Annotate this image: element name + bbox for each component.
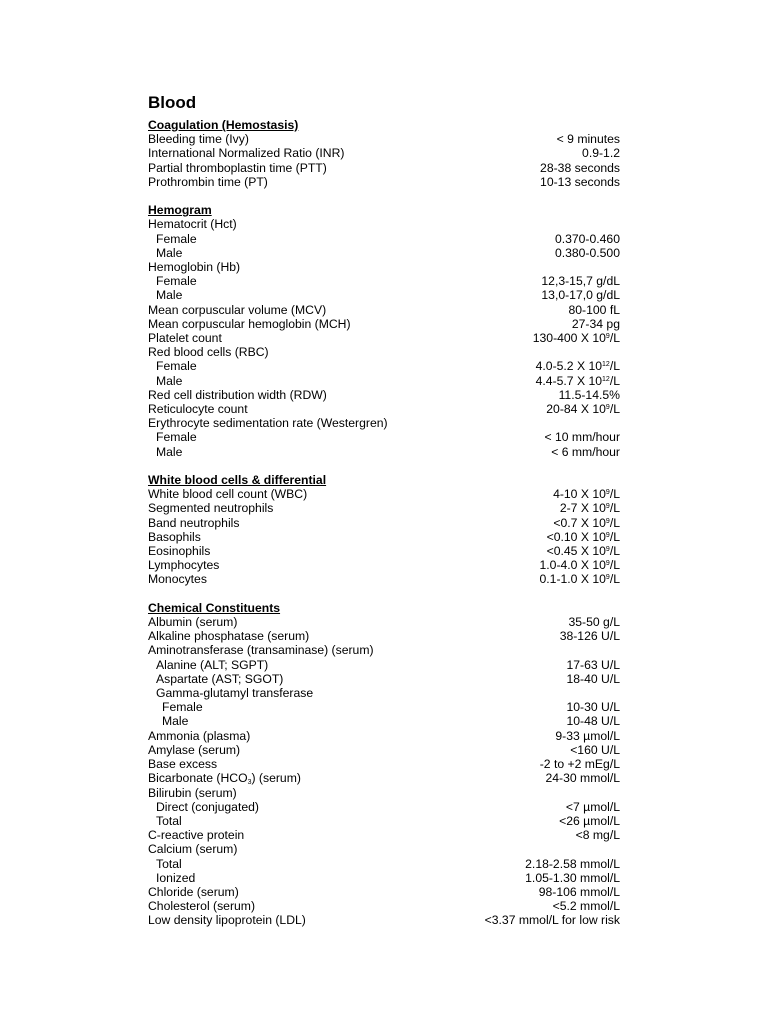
row-value: 98-106 mmol/L <box>538 884 620 899</box>
table-row <box>148 487 620 501</box>
row-value: 0.1-1.0 X $10^9/L$ <box>539 572 620 587</box>
row-label: Reticulocyte count <box>148 402 248 417</box>
table-row <box>148 885 620 899</box>
row-label: Gamma-glutamyl transferase <box>156 686 314 701</box>
table-row <box>148 828 620 842</box>
row-label: Male <box>156 444 183 459</box>
row-label: White blood cell count (WBC) <box>148 487 308 502</box>
table-row <box>148 175 620 189</box>
table-row <box>148 857 620 871</box>
row-label: Female <box>156 359 197 374</box>
table-row <box>148 700 620 714</box>
row-value: <8 mg/L <box>575 828 620 843</box>
row-label: Mean corpuscular volume (MCV) <box>148 302 327 317</box>
row-label: Band neutrophils <box>148 515 240 530</box>
row-value: 38-126 U/L <box>559 629 620 644</box>
table-row <box>148 672 620 686</box>
superscript: 9 <box>605 503 610 511</box>
section-spacer <box>148 189 620 203</box>
row-value: 24-30 mmol/L <box>545 771 620 786</box>
row-label: Alanine (ALT; SGPT) <box>156 657 269 672</box>
row-value: <3.37 mmol/L for low risk <box>484 913 620 928</box>
row-label: Segmented neutrophils <box>148 501 274 516</box>
row-label: Base excess <box>148 757 218 772</box>
row-label: Bilirubin (serum) <box>148 785 237 800</box>
row-value: 0.370-0.460 <box>554 231 620 246</box>
table-row <box>148 232 620 246</box>
row-value: 10-13 seconds <box>540 174 620 189</box>
superscript: 9 <box>605 531 610 539</box>
table-row <box>148 416 620 430</box>
superscript: 9 <box>605 404 610 412</box>
row-value: 13,0-17,0 g/dL <box>541 288 620 303</box>
row-label: Red blood cells (RBC) <box>148 345 269 360</box>
superscript: 9 <box>605 574 610 582</box>
table-row <box>148 686 620 700</box>
section-spacer <box>148 459 620 473</box>
row-label: Lymphocytes <box>148 558 220 573</box>
row-label: Alkaline phosphatase (serum) <box>148 629 310 644</box>
row-label: Calcium (serum) <box>148 842 238 857</box>
row-value: 80-100 fL <box>568 302 620 317</box>
superscript: 12 <box>602 375 610 383</box>
table-row <box>148 629 620 643</box>
table-row <box>148 544 620 558</box>
row-label: Female <box>162 700 203 715</box>
row-value: <7 µmol/L <box>565 799 620 814</box>
sections-container <box>148 118 620 928</box>
row-label: Male <box>156 373 183 388</box>
row-label: Female <box>156 231 197 246</box>
row-value: 130-400 X $10^9/L$ <box>532 331 620 346</box>
section-heading: Chemical Constituents <box>148 600 281 615</box>
row-value: 20-84 X $10^9/L$ <box>546 402 620 417</box>
row-label: Red cell distribution width (RDW) <box>148 387 327 402</box>
table-row <box>148 913 620 927</box>
table-row <box>148 445 620 459</box>
row-value: 1.05-1.30 mmol/L <box>525 870 620 885</box>
row-value: 2.18-2.58 mmol/L <box>525 856 620 871</box>
table-row <box>148 501 620 515</box>
superscript: 9 <box>605 546 610 554</box>
table-row <box>148 800 620 814</box>
section-heading: White blood cells & differential <box>148 473 327 488</box>
row-value: <0.45 X $10^9/L$ <box>546 544 620 559</box>
table-row <box>148 714 620 728</box>
table-row <box>148 246 620 260</box>
table-row <box>148 374 620 388</box>
row-value: <160 U/L <box>570 742 620 757</box>
table-row <box>148 359 620 373</box>
row-value: 17-63 U/L <box>566 657 620 672</box>
row-value: <26 µmol/L <box>559 813 620 828</box>
row-label: Amylase (serum) <box>148 742 241 757</box>
table-row <box>148 757 620 771</box>
table-row <box>148 402 620 416</box>
table-row <box>148 132 620 146</box>
table-row <box>148 615 620 629</box>
row-value: 0.9-1.2 <box>582 146 620 161</box>
row-label: Female <box>156 430 197 445</box>
row-value: <0.7 X $10^9/L$ <box>553 515 620 530</box>
table-row <box>148 430 620 444</box>
row-label: Chloride (serum) <box>148 884 239 899</box>
row-label: Total <box>156 856 182 871</box>
row-label: Ionized <box>156 870 196 885</box>
row-value: 2-7 X $10^9/L$ <box>559 501 620 516</box>
row-label: Hematocrit (Hct) <box>148 217 237 232</box>
row-label: Mean corpuscular hemoglobin (MCH) <box>148 316 351 331</box>
row-value: 4.0-5.2 X $10^{12}/L$ <box>535 359 620 374</box>
table-row <box>148 658 620 672</box>
table-row <box>148 871 620 885</box>
row-label: Ammonia (plasma) <box>148 728 251 743</box>
row-value: 18-40 U/L <box>566 671 620 686</box>
row-label: Bicarbonate $(HCO_3)$ (serum) <box>148 771 301 787</box>
table-row <box>148 345 620 359</box>
table-row <box>148 516 620 530</box>
table-row <box>148 288 620 302</box>
table-row <box>148 217 620 231</box>
row-label: Monocytes <box>148 572 207 587</box>
table-row <box>148 388 620 402</box>
table-row <box>148 771 620 785</box>
row-label: Aspartate (AST; SGOT) <box>156 671 284 686</box>
row-value: < 10 mm/hour <box>544 430 620 445</box>
row-value: 35-50 g/L <box>568 615 620 630</box>
row-label: Partial thromboplastin time (PTT) <box>148 160 327 175</box>
table-row <box>148 146 620 160</box>
row-label: Erythrocyte sedimentation rate (Westergren) <box>148 416 388 431</box>
row-label: Male <box>156 288 183 303</box>
table-row <box>148 786 620 800</box>
table-row <box>148 317 620 331</box>
row-value: 12,3-15,7 g/dL <box>541 274 620 289</box>
superscript: 12 <box>602 361 610 369</box>
row-label: Prothrombin time (PT) <box>148 174 268 189</box>
table-row <box>148 274 620 288</box>
table-row <box>148 331 620 345</box>
row-label: International Normalized Ratio (INR) <box>148 146 345 161</box>
row-label: Cholesterol (serum) <box>148 899 256 914</box>
table-row <box>148 303 620 317</box>
subscript: 3 <box>247 779 252 787</box>
superscript: 9 <box>605 517 610 525</box>
table-row <box>148 899 620 913</box>
row-label: C-reactive protein <box>148 828 245 843</box>
document-title: Blood <box>148 93 197 112</box>
section-heading: Hemogram <box>148 203 212 218</box>
row-value: 11.5-14.5% <box>558 387 620 402</box>
table-row <box>148 260 620 274</box>
row-label: Albumin (serum) <box>148 615 238 630</box>
row-value: <0.10 X $10^9/L$ <box>546 529 620 544</box>
row-label: Low density lipoprotein (LDL) <box>148 913 306 928</box>
row-label: Male <box>156 245 183 260</box>
row-value: -2 to +2 mEg/L <box>539 757 620 772</box>
table-row <box>148 842 620 856</box>
section-spacer <box>148 587 620 601</box>
table-row <box>148 161 620 175</box>
table-row <box>148 558 620 572</box>
table-row <box>148 743 620 757</box>
row-value: 27-34 pg <box>571 316 620 331</box>
row-label: Male <box>162 714 189 729</box>
table-row <box>148 814 620 828</box>
row-label: Eosinophils <box>148 544 211 559</box>
row-value: 0.380-0.500 <box>554 245 620 260</box>
superscript: 9 <box>605 333 610 341</box>
row-label: Direct (conjugated) <box>156 799 259 814</box>
row-label: Bleeding time (Ivy) <box>148 132 249 147</box>
row-value: 4.4-5.7 X $10^{12}/L$ <box>535 373 620 388</box>
row-label: Hemoglobin (Hb) <box>148 260 241 275</box>
row-value: 10-48 U/L <box>566 714 620 729</box>
row-value: < 6 mm/hour <box>551 444 620 459</box>
reference-values-document <box>148 92 620 928</box>
row-value: 9-33 µmol/L <box>555 728 620 743</box>
row-value: 10-30 U/L <box>566 700 620 715</box>
row-label: Total <box>156 813 182 828</box>
table-row <box>148 643 620 657</box>
superscript: 9 <box>605 560 610 568</box>
row-label: Aminotransferase (transaminase) (serum) <box>148 643 374 658</box>
row-value: 4-10 X $10^9/L$ <box>553 487 620 502</box>
table-row <box>148 530 620 544</box>
table-row <box>148 729 620 743</box>
section-heading: Coagulation (Hemostasis) <box>148 118 299 132</box>
row-label: Basophils <box>148 529 201 544</box>
row-label: Female <box>156 274 197 289</box>
row-value: 1.0-4.0 X $10^9/L$ <box>539 558 620 573</box>
row-value: < 9 minutes <box>556 132 620 147</box>
table-row <box>148 572 620 586</box>
superscript: 9 <box>605 489 610 497</box>
row-value: <5.2 mmol/L <box>552 899 620 914</box>
row-value: 28-38 seconds <box>540 160 620 175</box>
row-label: Platelet count <box>148 331 222 346</box>
